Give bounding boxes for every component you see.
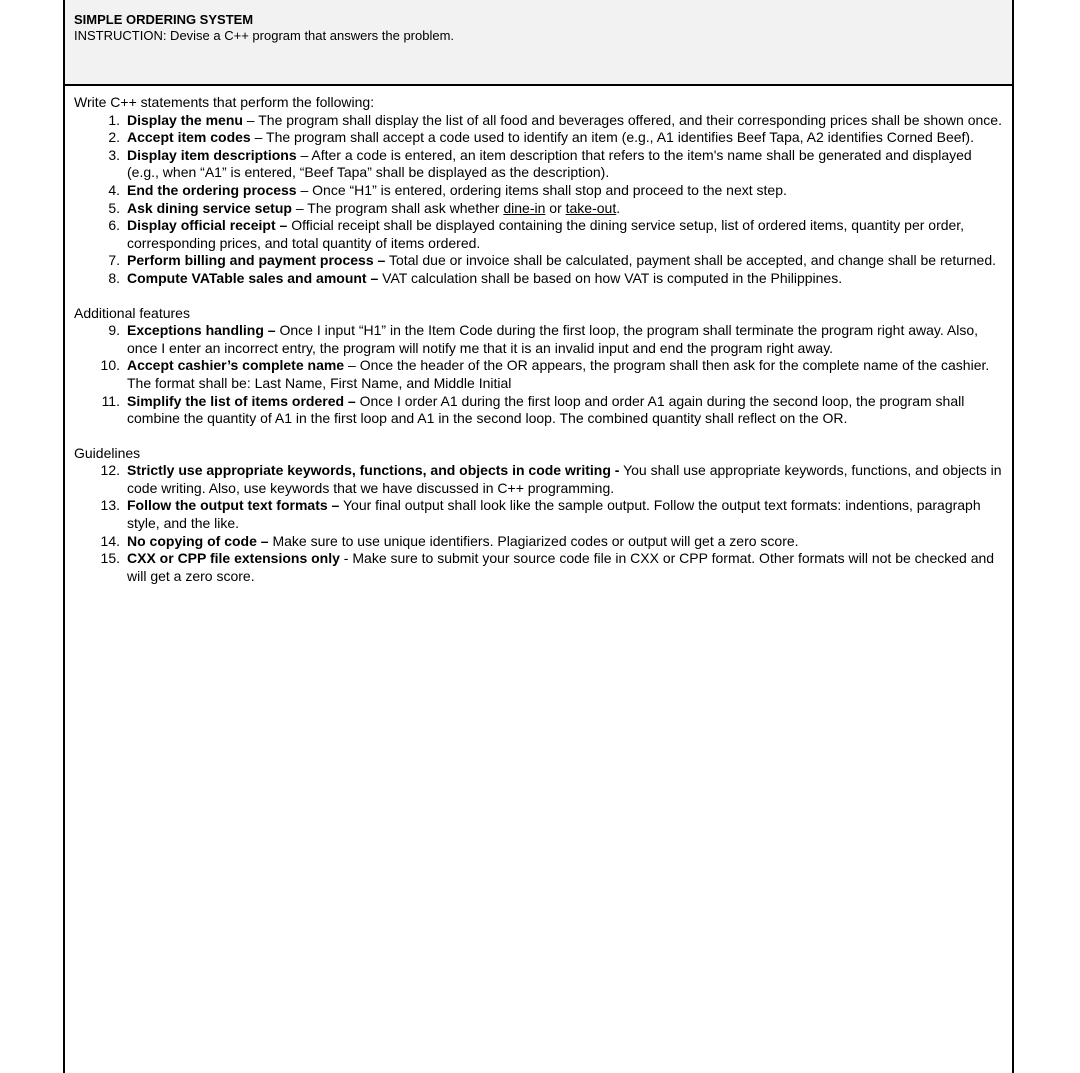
item-text: Once I order A1 during the first loop and order A1 again during the second loop, the program shall combine the quantity of A1 in the first loop and A1 in the second loop. The combined quantity shall reflect on the OR.: [127, 392, 965, 427]
item-separator: –: [296, 146, 312, 163]
document-body: [65, 86, 1012, 585]
item-number: 5.: [108, 199, 120, 216]
item-number: 3.: [108, 146, 120, 163]
item-separator: –: [344, 357, 360, 374]
item-separator: -: [339, 550, 353, 567]
item-number: 8.: [108, 269, 120, 286]
item-number: 2.: [108, 129, 120, 146]
page-title: SIMPLE ORDERING SYSTEM: [74, 12, 254, 27]
list-item: [74, 533, 1006, 551]
list-item: [74, 129, 1006, 147]
item-text: Your final output shall look like the sample output. Follow the output text formats: indentions, paragraph style, and the like.: [127, 497, 981, 532]
item-title: Ask dining service setup: [127, 199, 292, 216]
list-item: [74, 462, 1006, 497]
list-item: [74, 147, 1006, 182]
item-title: Accept cashier’s complete name: [127, 357, 345, 374]
item-number: 12.: [100, 462, 120, 479]
guidelines-list: [74, 462, 1006, 585]
item-title: Display official receipt –: [127, 217, 288, 234]
item-number: 10.: [100, 357, 120, 374]
list-item: [74, 217, 1006, 252]
item-separator: –: [250, 129, 267, 146]
requirements-list: [74, 112, 1006, 288]
item-number: 7.: [108, 252, 120, 269]
item-title: Compute VATable sales and amount –: [127, 269, 379, 286]
additional-features-list: [74, 322, 1006, 428]
item-text: Make sure to submit your source code file in CXX or CPP format. Other formats will not be checked and will get a zero score.: [127, 550, 995, 584]
additional-features-heading: Additional features: [74, 304, 190, 321]
item-title: Perform billing and payment process –: [127, 252, 386, 269]
item-separator: –: [242, 111, 259, 128]
item-number: 4.: [108, 181, 120, 198]
list-item: [74, 497, 1006, 532]
list-item: [74, 112, 1006, 130]
item-text: The program shall display the list of all food and beverages offered, and their corresponding prices shall be shown once.: [258, 111, 1002, 128]
item-number: 6.: [108, 217, 120, 234]
item-text: Make sure to use unique identifiers. Plagiarized codes or output will get a zero score.: [272, 532, 799, 549]
dine-in-option: dine-in: [503, 199, 546, 216]
instruction-text: INSTRUCTION: Devise a C++ program that answers the problem.: [74, 28, 455, 43]
item-text: You shall use appropriate keywords, functions, and objects in code writing. Also, use keywords that we have discussed in C++ programming.: [127, 462, 1002, 496]
item-text: The program shall ask whether: [307, 199, 504, 216]
item-number: 13.: [100, 497, 120, 514]
item-text: The program shall accept a code used to identify an item (e.g., A1 identifies Beef Tapa, A2 identifies Corned Beef).: [266, 129, 974, 146]
list-item: [74, 322, 1006, 357]
item-separator: –: [291, 199, 308, 216]
item-text: Official receipt shall be displayed containing the dining service setup, list of ordered items, quantity per order, corresponding prices, and total quantity of items ordered.: [127, 217, 965, 251]
item-number: 11.: [101, 392, 120, 409]
item-title: Display item descriptions: [127, 146, 297, 163]
item-text: After a code is entered, an item description that refers to the item's name shall be generated and displayed (e.g., when “A1” is entered, “Beef Tapa” shall be displayed as the description).: [127, 146, 972, 181]
item-title: No copying of code –: [127, 532, 269, 549]
item-title: Exceptions handling –: [127, 322, 276, 339]
list-item: [74, 550, 1006, 585]
list-item: [74, 182, 1006, 200]
item-number: 9.: [108, 322, 120, 339]
item-title: Accept item codes: [127, 129, 251, 146]
item-title: Simplify the list of items ordered –: [127, 392, 356, 409]
item-text: VAT calculation shall be based on how VAT is computed in the Philippines.: [382, 269, 843, 286]
intro-text: Write C++ statements that perform the following:: [74, 94, 375, 110]
item-text: Once the header of the OR appears, the program shall then ask for the complete name of the cashier. The format shall be: Last Name, First Name, and Middle Initial: [127, 357, 990, 391]
item-title: Display the menu: [127, 111, 243, 128]
item-number: 15.: [100, 550, 120, 567]
item-text: Once I input “H1” in the Item Code during the first loop, the program shall terminate the program right away. Also, once I enter an incorrect entry, the program will notify me that it is an invalid input and end the program right away.: [127, 322, 979, 356]
list-item: [74, 252, 1006, 270]
item-number: 1.: [108, 111, 120, 128]
item-text: or: [545, 199, 566, 216]
document-header: [65, 0, 1012, 86]
list-item: [74, 357, 1006, 392]
item-title: CXX or CPP file extensions only: [127, 550, 340, 567]
document-frame: [63, 0, 1014, 1073]
item-text: .: [616, 199, 621, 216]
guidelines-heading: Guidelines: [74, 444, 141, 461]
item-text: Total due or invoice shall be calculated, payment shall be accepted, and change shall be returned.: [388, 252, 996, 269]
item-separator: –: [296, 181, 313, 198]
item-title: Follow the output text formats –: [127, 497, 340, 514]
item-title: Strictly use appropriate keywords, functions, and objects in code writing -: [127, 462, 620, 479]
list-item: [74, 200, 1006, 218]
list-item: [74, 393, 1006, 428]
item-number: 14.: [100, 532, 120, 549]
item-text: Once “H1” is entered, ordering items shall stop and proceed to the next step.: [312, 181, 787, 198]
item-title: End the ordering process: [127, 181, 297, 198]
take-out-option: take-out: [565, 199, 617, 216]
list-item: [74, 270, 1006, 288]
